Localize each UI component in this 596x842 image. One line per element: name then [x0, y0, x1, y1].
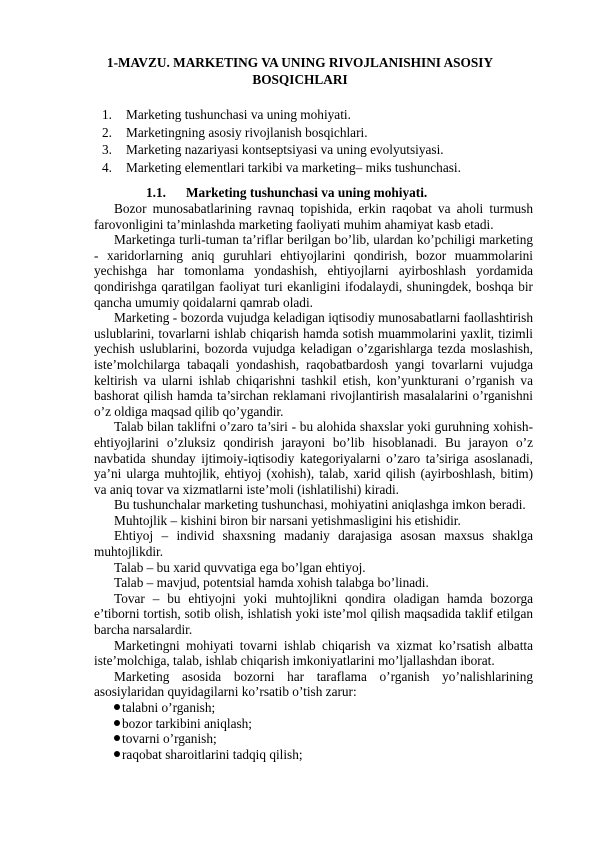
outline-text: Marketing elementlari tarkibi va marketing– miks tushunchasi.	[126, 159, 461, 175]
bullet-icon	[114, 720, 120, 726]
bullet-list	[94, 700, 533, 762]
document-title	[90, 54, 510, 88]
outline-number: 3.	[102, 142, 112, 157]
body-text	[94, 201, 533, 762]
outline-item	[88, 160, 461, 178]
paragraph: Bu tushunchalar marketing tushunchasi, mohiyatini aniqlashga imkon beradi.	[114, 497, 526, 513]
paragraph: Marketing - bozorda vujudga keladigan iqtisodiy munosabatlarni faollashtirish uslublarini, tovarlarni ishlab chiqarish hamda sotish muammolarini yaxlit, tizimli yechish uslublarini, bozorda vujudga keladigan o’zgarishlarga tezda moslashish, iste’molchilarga tabaqali yondashish, raqobatbardosh yangi tovarlarni vujudga keltirish va ularni ishlab chiqarishni tashkil etish, kon’yunkturani o’rganish va bashorat qilish hamda ta’sirchan reklamani rivojlantirish masalalarini o’rganishni o’z oldiga maqsad qilib qo’ygandir.	[94, 310, 533, 419]
bullet-item	[94, 700, 533, 716]
bullet-text: tovarni o’rganish;	[122, 731, 217, 747]
bullet-icon	[114, 735, 120, 741]
bullet-text: raqobat sharoitlarini tadqiq qilish;	[122, 746, 303, 762]
bullet-item	[94, 731, 533, 747]
bullet-item	[94, 716, 533, 732]
outline-number: 4.	[102, 159, 112, 175]
outline-number: 2.	[102, 124, 112, 140]
bullet-text: talabni o’rganish;	[122, 700, 216, 715]
outline-item	[88, 107, 461, 125]
topic-outline-list	[88, 107, 461, 177]
bullet-icon	[114, 704, 120, 710]
paragraph: Marketingni mohiyati tovarni ishlab chiqarish va xizmat ko’rsatish albatta iste’molchiga, talab, ishlab chiqarish imkoniyatlarini mo’ljallashdan iborat.	[94, 637, 533, 669]
paragraph: Tovar – bu ehtiyojni yoki muhtojlikni qondira oladigan hamda bozorga e’tiborni tortish, sotib olish, ishlatish yoki iste’mol qilish maqsadida taklif etilgan barcha narsalardir.	[94, 590, 533, 638]
bullet-item	[94, 747, 533, 763]
paragraph: Marketing asosida bozorni har taraflama o’rganish yo’nalishlarining asosiylaridan quyidagilarni ko’rsatib o’tish zarur:	[94, 668, 533, 700]
outline-text: Marketing tushunchasi va uning mohiyati.	[126, 107, 351, 122]
paragraph: Talab bilan taklifni o’zaro ta’siri - bu alohida shaxslar yoki guruhning xohish-ehtiyojlarini o’zluksiz qondirish jarayoni bo’lib hisoblanadi. Bu jarayon o’z navbatida shunday ijtimoiy-iqtisodiy kategoriyalarni o’zaro ta’siriga asoslanadi, ya’ni ularga muhtojlik, ehtiyoj (xohish), talab, xarid qilish (ayirboshlash, bitim) va aniq tovar va xizmatlarni iste’moli (ishlatilishi) kiradi.	[94, 419, 533, 497]
outline-text: Marketing nazariyasi kontseptsiyasi va uning evolyutsiyasi.	[126, 142, 444, 157]
title-line-2: BOSQICHLARI	[252, 72, 348, 87]
bullet-icon	[114, 751, 120, 757]
paragraph: Muhtojlik – kishini biron bir narsani yetishmasligini his etishidir.	[114, 512, 461, 528]
section-heading	[146, 185, 427, 201]
outline-number: 1.	[102, 107, 112, 122]
paragraph: Bozor munosabatlarining ravnaq topishida, erkin raqobat va aholi turmush farovonligini ta’minlashda marketing faoliyati muhim ahamiyat kasb etadi.	[94, 201, 533, 232]
paragraph: Ehtiyoj – individ shaxsning madaniy darajasiga asosan maxsus shaklga muhtojlikdir.	[94, 528, 533, 560]
paragraph: Talab – bu xarid quvvatiga ega bo’lgan ehtiyoj.	[114, 559, 366, 575]
paragraph: Marketinga turli-tuman ta’riflar berilgan bo’lib, ulardan ko’pchiligi marketing - xaridorlarning aniq guruhlari ehtiyojlarini qondirish, bozor muammolarini yechishga har tomonlama yondashish, ehtiyojlarni ayirboshlash yordamida qondirishga qaratilgan faoliyat turi ekanligini ifodalaydi, shuningdek, boshqa bir qancha umumiy qoidalarni qamrab oladi.	[94, 232, 533, 310]
section-number: 1.1.	[146, 185, 166, 200]
outline-text: Marketingning asosiy rivojlanish bosqichlari.	[126, 124, 368, 140]
outline-item	[88, 142, 461, 160]
outline-item	[88, 125, 461, 143]
section-title: Marketing tushunchasi va uning mohiyati.	[186, 185, 428, 200]
title-line-1: 1-MAVZU. MARKETING VA UNING RIVOJLANISHINI ASOSIY	[106, 55, 494, 70]
bullet-text: bozor tarkibini aniqlash;	[122, 715, 252, 731]
paragraph: Talab – mavjud, potentsial hamda xohish talabga bo’linadi.	[114, 575, 429, 591]
